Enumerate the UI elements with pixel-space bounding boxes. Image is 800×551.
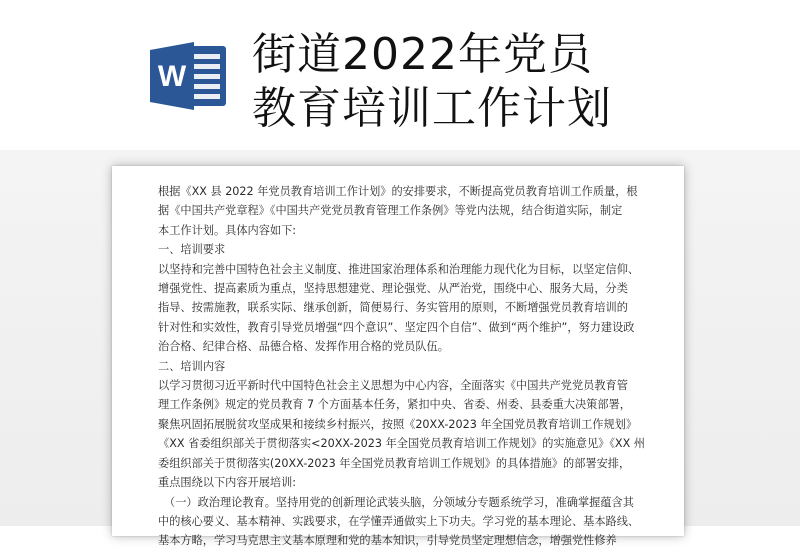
body-line: 针对性和实效性，教育引导党员增强“四个意识”、坚定四个自信”、做到“两个维护”，努力建设政: [158, 320, 635, 334]
word-icon: [148, 40, 230, 112]
body-line: 委组织部关于贯彻落实(20XX-2023 年全国党员教育培训工作规划》的具体措施》的部署安排，: [158, 456, 631, 470]
document-page: [112, 166, 684, 548]
body-line: 理工作条例》规定的党员教育 7 个方面基本任务，紧扣中央、省委、州委、县委重大决策部署，: [158, 398, 631, 412]
body-line: 以坚持和完善中国特色社会主义制度、推进国家治理体系和治理能力现代化为目标，以坚定信仰、: [158, 262, 640, 276]
body-line: 指导、按需施教，联系实际、继承创新，简便易行、务实管用的原则，不断增强党员教育培训的: [158, 301, 628, 315]
body-line: 治合格、纪律合格、品德合格、发挥作用合格的党员队伍。: [158, 340, 449, 354]
body-line: 据《中国共产党章程》《中国共产党党员教育管理工作条例》等党内法规，结合街道实际，制定: [158, 204, 623, 218]
body-line: 《XX 省委组织部关于贯彻落实<20XX-2023 年全国党员教育培训工作规划》的实施意见》《XX 州: [158, 437, 645, 451]
body-line: 本工作计划。具体内容如下:: [158, 223, 297, 237]
section-heading-2: 二、培训内容: [158, 359, 226, 373]
document-title: [252, 28, 612, 136]
document-body: [158, 182, 658, 551]
body-line: 中的核心要义、基本精神、实践要求，在学懂弄通做实上下功夫。学习党的基本理论、基本路线、: [158, 514, 640, 528]
body-line: 重点围绕以下内容开展培训:: [158, 476, 297, 490]
title-line-1: 街道2022年党员: [252, 29, 593, 80]
body-line: 增强党性、提高素质为重点，坚持思想建党、理论强党、从严治党，围绕中心、服务大局，分类: [158, 282, 628, 296]
body-line: 基本方略，学习马克思主义基本原理和党的基本知识，引导党员坚定理想信念，增强党性修养: [158, 534, 617, 548]
title-line-2: 教育培训工作计划: [252, 83, 612, 134]
body-line: （一）政治理论教育。坚持用党的创新理论武装头脑，分领域分专题系统学习，准确掌握蕴含其: [164, 495, 634, 509]
body-line: 聚焦巩固拓展脱贫攻坚成果和接续乡村振兴，按照《20XX-2023 年全国党员教育培训工作规划》: [158, 417, 638, 431]
body-line: 以学习贯彻习近平新时代中国特色社会主义思想为中心内容，全面落实《中国共产党党员教育管: [158, 379, 628, 393]
body-line: 根据《XX 县 2022 年党员教育培训工作计划》的安排要求，不断提高党员教育培训工作质量，根: [158, 185, 638, 198]
word-icon-letter: W: [157, 60, 187, 93]
section-heading-1: 一、培训要求: [158, 243, 226, 257]
header: [0, 0, 800, 150]
